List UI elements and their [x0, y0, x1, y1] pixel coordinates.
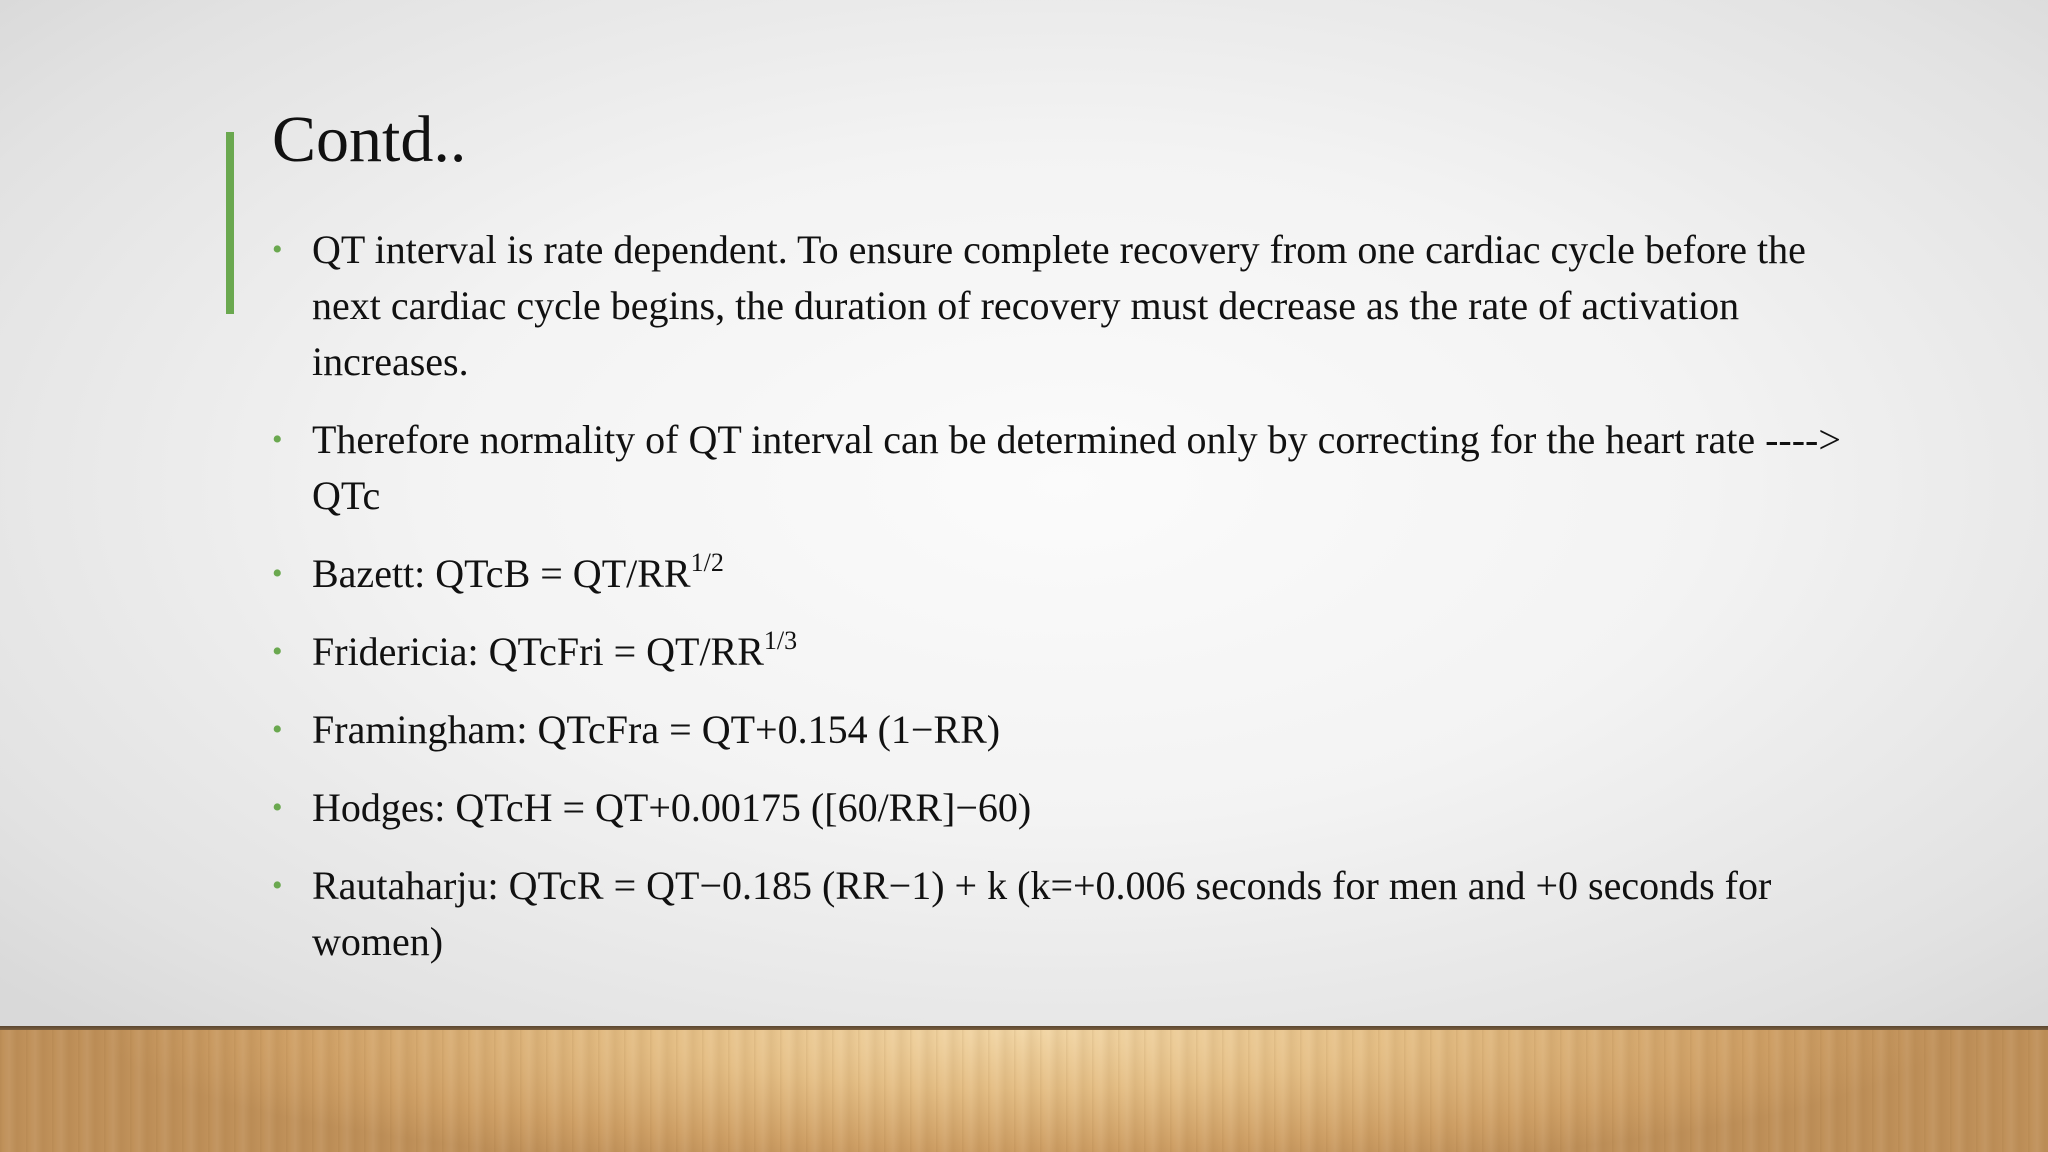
bullet-text: Fridericia: QTcFri = QT/RR	[312, 629, 764, 674]
bullet-item	[272, 222, 1872, 390]
bullet-dot-icon: •	[272, 423, 283, 456]
bullet-item	[272, 624, 1872, 680]
bullet-item	[272, 412, 1872, 524]
slide-title: Contd..	[272, 103, 467, 176]
bullet-dot-icon: •	[272, 713, 283, 746]
bullet-text: Rautaharju: QTcR = QT−0.185 (RR−1) + k (k=+0.006 seconds for men and +0 seconds for women)	[312, 863, 1772, 964]
bullet-text: Framingham: QTcFra = QT+0.154 (1−RR)	[312, 707, 1001, 752]
bullet-text: Bazett: QTcB = QT/RR	[312, 551, 691, 596]
bullet-dot-icon: •	[272, 791, 283, 824]
bullet-superscript: 1/2	[690, 547, 724, 577]
bullet-dot-icon: •	[272, 635, 283, 668]
bullet-list	[272, 222, 1872, 992]
bullet-dot-icon: •	[272, 557, 283, 590]
bullet-superscript: 1/3	[763, 625, 798, 655]
bullet-text: Therefore normality of QT interval can be determined only by correcting for the heart rate ----> QTc	[312, 417, 1841, 518]
title-accent-bar	[226, 132, 234, 314]
bullet-item	[272, 858, 1872, 970]
bullet-dot-icon: •	[272, 869, 283, 902]
bullet-item	[272, 702, 1872, 758]
wood-floor	[0, 1030, 2048, 1152]
bullet-item	[272, 780, 1872, 836]
bullet-text: QT interval is rate dependent. To ensure complete recovery from one cardiac cycle before the next cardiac cycle begins, the duration of recovery must decrease as the rate of activation increases.	[312, 227, 1806, 384]
bullet-item	[272, 546, 1872, 602]
bullet-text: Hodges: QTcH = QT+0.00175 ([60/RR]−60)	[312, 785, 1032, 830]
bullet-dot-icon: •	[272, 233, 283, 266]
